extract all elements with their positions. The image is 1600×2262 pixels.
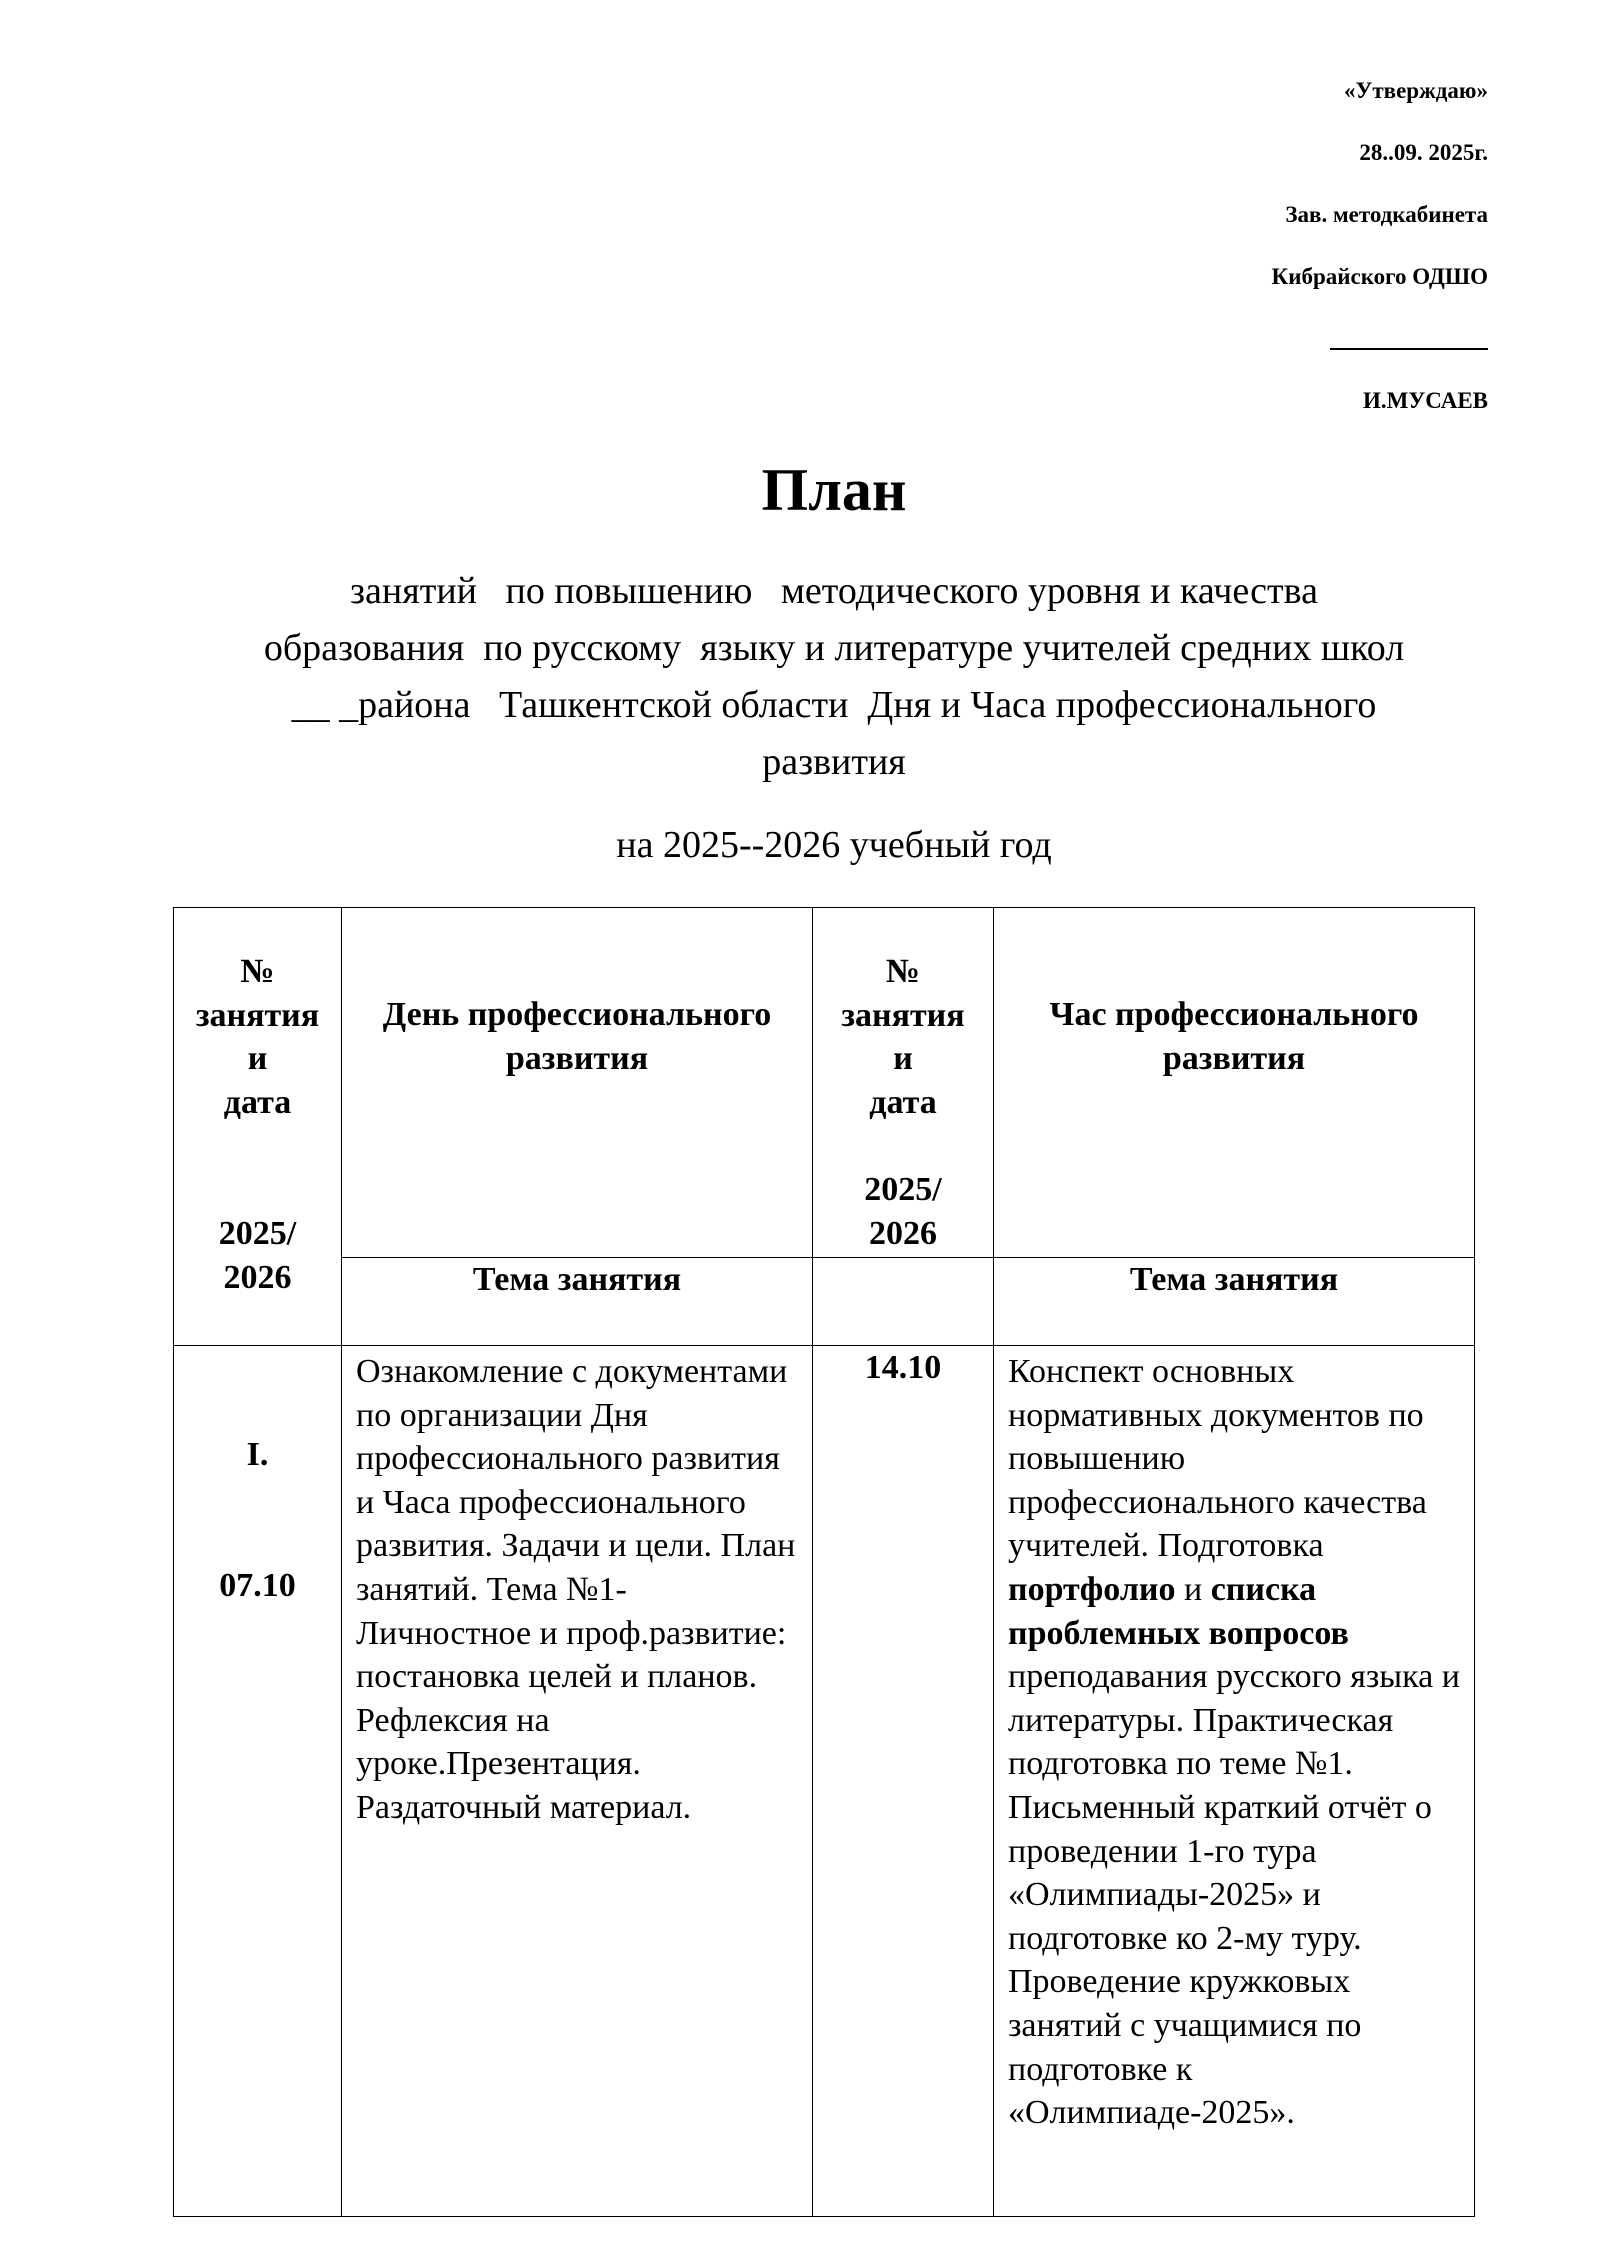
document-subtitle <box>170 563 1498 791</box>
header-num-date: дата <box>223 1083 292 1121</box>
header-hour-title: Час профессионального развития <box>994 908 1475 1258</box>
subtitle-line-2: образования по русскому языку и литературе учителей средних школ <box>263 627 1405 669</box>
approval-heading: «Утверждаю» <box>1344 78 1488 103</box>
subtitle-line-3: __ _района Ташкентской области Дня и Часа профессионального <box>291 684 1377 726</box>
day-topic-cell: Ознакомление с документами по организации Дня профессионального развития и Часа профессионального развития. Задачи и цели. План занятий. Тема №1- Личностное и проф.развитие: постановка целей и планов. Рефлексия на уроке.Презентация. Раздаточный материал. <box>342 1346 813 2217</box>
hour-bold-problems: списка проблемных вопросов <box>1008 1570 1349 1652</box>
subtitle-line-1: занятий по повышению методического уровня и качества <box>350 570 1318 612</box>
academic-year: на 2025--2026 учебный год <box>616 824 1052 866</box>
header-num-word-2: занятия <box>841 996 965 1034</box>
approval-date: 28..09. 2025г. <box>1359 140 1488 165</box>
signature-line-row <box>1088 308 1488 370</box>
header-num-and-2: и <box>893 1040 913 1078</box>
row-number-date-cell <box>174 1346 342 2217</box>
header-year-b: 2026 <box>223 1258 292 1296</box>
header-num-word: занятия <box>195 996 320 1034</box>
header-hour-theme: Тема занятия <box>994 1258 1475 1346</box>
approval-signer: И.МУСАЕВ <box>1363 388 1488 413</box>
row-number: I. <box>246 1436 269 1473</box>
header-year-b-2: 2026 <box>869 1214 937 1252</box>
signature-line <box>1330 308 1488 350</box>
header-num-and: и <box>247 1040 268 1078</box>
header-num-sign: № <box>240 953 275 990</box>
approval-position: Зав. методкабинета <box>1285 202 1488 227</box>
hour-topic-cell <box>994 1346 1475 2217</box>
hour-text-part-1: Конспект основных нормативных документов по повышению профессионального качества учителей. Подготовка <box>1008 1353 1427 1565</box>
approval-organization: Кибрайского ОДШО <box>1271 264 1488 289</box>
header-num-date-2: дата <box>869 1083 937 1121</box>
header-year-a-2: 2025/ <box>864 1171 942 1209</box>
hour-text-part-2: и <box>1175 1570 1211 1608</box>
document-title: План <box>761 457 907 523</box>
row-date: 07.10 <box>219 1566 296 1604</box>
table-row <box>174 1346 1475 2217</box>
hour-bold-portfolio: портфолио <box>1008 1570 1176 1608</box>
table-header-row <box>174 908 1475 1258</box>
header-num-sign-2: № <box>885 953 921 990</box>
header-empty-cell <box>813 1258 994 1346</box>
approval-block <box>1088 60 1488 432</box>
hour-text-part-3: преподавания русского языка и литературы. Практическая подготовка по теме №1. Письменный краткий отчёт о проведении 1-го тура «Олимпиады-2025» и подготовке ко 2-му туру. Проведение кружковых занятий с учащимися по подготовке к «Олимпиаде-2025». <box>1008 1658 1460 2132</box>
table-subheader-row <box>174 1258 1475 1346</box>
header-year-a: 2025/ <box>218 1215 297 1253</box>
plan-table <box>173 907 1475 2217</box>
header-day-title: День профессионального развития <box>342 908 813 1258</box>
subtitle-line-4: развития <box>762 741 906 783</box>
header-day-theme: Тема занятия <box>342 1258 813 1346</box>
header-lesson-number <box>174 908 342 1346</box>
hour-date-cell: 14.10 <box>813 1346 994 2217</box>
header-hour-lesson-number <box>813 908 994 1258</box>
